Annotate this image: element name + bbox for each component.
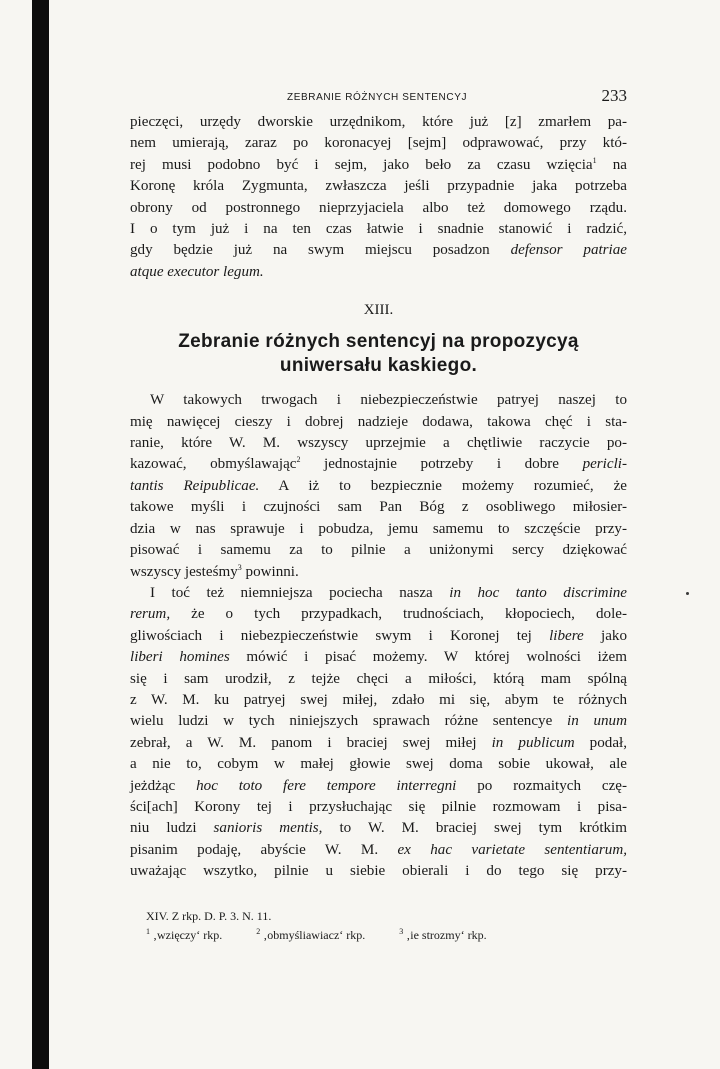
footnotes <box>146 907 627 945</box>
book-page <box>130 80 627 945</box>
text-line: mię nawięcej cieszy i dobrej nadzieje dodawa, takowa chęć i sta- <box>130 413 627 430</box>
running-head <box>130 80 627 112</box>
text-line: ści[ach] Korony tej i przysłuchając się pilnie rozmowam i pisa- <box>130 798 627 815</box>
text-line: rerum, że o tych przypadkach, trudnościach, kłopociech, dole- <box>130 606 627 623</box>
page-number: 233 <box>601 86 627 105</box>
text-line: kazować, obmyślawając$^2$ jednostajnie potrzeby i dobre pericli- <box>130 455 627 473</box>
section-title-line: Zebranie różnych sentencyj na propozycyą <box>178 331 579 353</box>
text-line: wszyscy jesteśmy$^3$ powinni. <box>130 562 299 580</box>
text-line: ranie, które W. M. wszyscy uprzejmie a chętliwie raczycie po- <box>130 435 627 452</box>
running-title: ZEBRANIE RÓŻNYCH SENTENCYJ <box>287 92 468 103</box>
source-note: XIV. Z rkp. D. P. 3. N. 11. <box>146 908 272 923</box>
text-line: gdy będzie już na swym miejscu posadzon defensor patriae <box>130 242 627 259</box>
scan-speck <box>686 592 689 595</box>
text-line: a nie to, cobym w małej głowie swej doma sobie ukował, ale <box>130 756 627 773</box>
text-line: uważając wszytko, pilnie u siebie obierali i do tego się przy- <box>130 863 627 880</box>
section-title <box>130 330 627 378</box>
text-line: I o tym już i na ten czas łatwie i snadnie stanowić i radzić, <box>130 221 627 238</box>
paragraph <box>130 390 627 583</box>
text-line: pisować i samemu za to pilnie a uniżonymi sercy dziękować <box>130 542 627 559</box>
footnote-marker: 2 <box>296 455 301 465</box>
text-line: zebrał, a W. M. panom i braciej swej miłej in publicum podał, <box>130 734 627 751</box>
footnote-1: $^1$ ‚wzięczy‘ rkp. <box>146 926 223 942</box>
paragraph-continued <box>130 112 627 283</box>
footnote-marker: 3 <box>237 562 242 572</box>
footnote-2: $^2$ ‚obmyśliawiacz‘ rkp. <box>256 926 366 942</box>
footnote-row <box>146 926 627 945</box>
text-line: obrony od postronnego nieprzyjaciela albo też domowego rządu. <box>130 199 627 216</box>
text-line: wielu ludzi w tych niniejszych sprawach różne sentencye in unum <box>130 713 628 730</box>
text-line: tantis Reipublicae. A iż to bezpiecznie możemy rozumieć, że <box>130 477 627 494</box>
section-title-line: uniwersału kaskiego. <box>279 355 478 377</box>
paragraph <box>130 583 627 883</box>
text-line: się i sam urodził, z tejże chęci a miłości, którą mam spólną <box>130 670 627 687</box>
text-line: jeżdżąc hoc toto fere tempore interregni po rozmaitych czę- <box>130 777 628 794</box>
footnote-marker: 1 <box>592 155 597 165</box>
scan-binding-edge <box>32 0 49 1069</box>
text-line: dzia w nas sprawuje i pobudza, jemu samemu to szczęście przy- <box>130 520 627 537</box>
text-line: pieczęci, urzędy dworskie urzędnikom, które już [z] zmarłem pa- <box>130 114 627 130</box>
text-line: rej musi podobno być i sejm, jako beło za czasu wzięcia$^1$ na <box>130 155 627 173</box>
footnote-3: $^3$ ‚ie strozmy‘ rkp. <box>399 926 487 942</box>
text-line: liberi homines mówić i pisać możemy. W której wolności iżem <box>130 649 627 666</box>
text-line: takowe myśli i czujności sam Pan Bóg z osobliwego miłosier- <box>130 499 627 516</box>
section-numeral: XIII. <box>363 302 394 319</box>
text-line: gliwościach i niebezpieczeństwie swym i Koronej tej libere jako <box>130 627 627 644</box>
text-line: z W. M. ku patryej swej miłej, zdało mi się, abym te różnych <box>130 691 627 708</box>
text-line: atque executor legum. <box>130 263 264 280</box>
text-line: Koronę króla Zygmunta, zwłaszcza jeśli przypadnie jaka potrzeba <box>130 178 627 195</box>
text-line: W takowych trwogach i niebezpieczeństwie patryej naszej to <box>150 392 627 409</box>
text-line: I toć też niemniejsza pociecha nasza in hoc tanto discrimine <box>150 584 628 601</box>
text-line: niu ludzi sanioris mentis, to W. M. braciej swej tym krótkim <box>130 820 627 837</box>
text-line: pisanim podaję, abyście W. M. ex hac varietate sententiarum, <box>130 841 628 858</box>
text-line: nem umierają, zaraz po koronacyej [sejm] odprawować, przy któ- <box>130 135 627 152</box>
